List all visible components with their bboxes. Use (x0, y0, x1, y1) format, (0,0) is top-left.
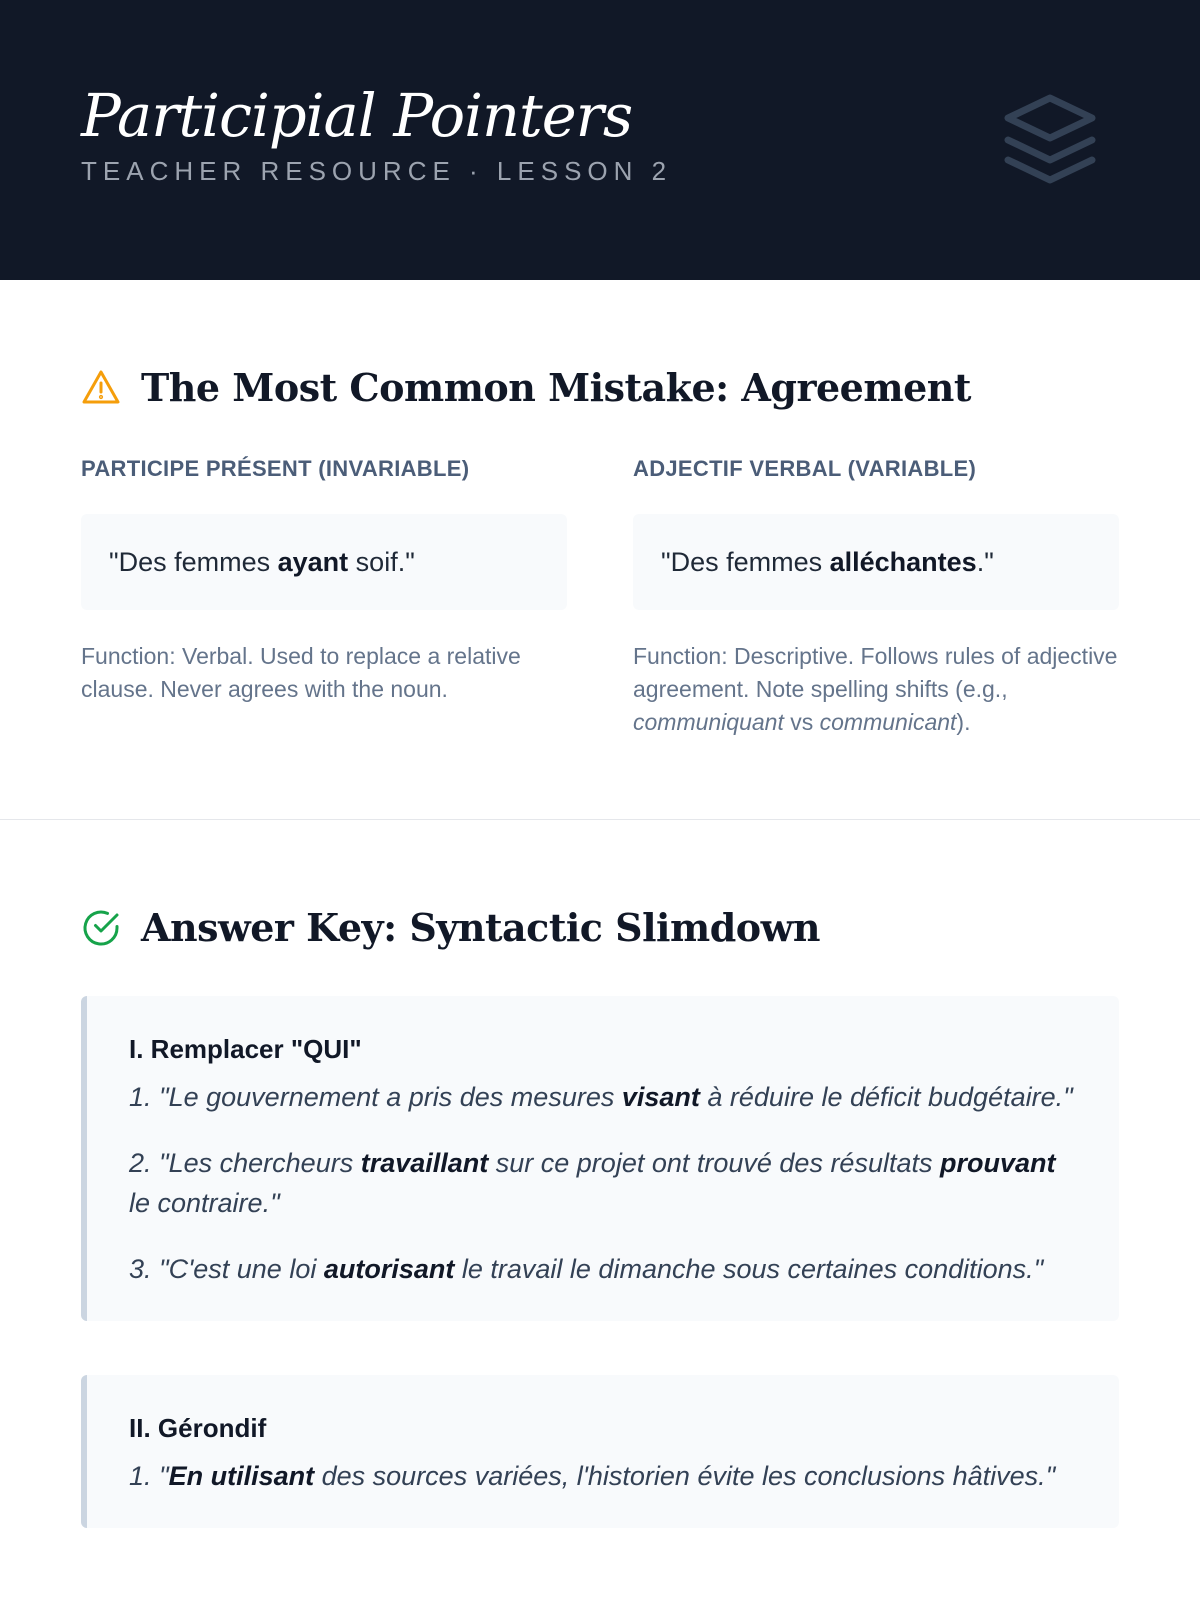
answer-highlight: visant (621, 1082, 700, 1112)
agreement-title: The Most Common Mistake: Agreement (141, 365, 971, 410)
page-title: Participial Pointers (81, 81, 633, 150)
example-box (81, 514, 567, 610)
answer-highlight: travaillant (360, 1148, 489, 1178)
answer-highlight: autorisant (323, 1254, 455, 1284)
example-text: ." (976, 547, 994, 577)
column-note (81, 640, 567, 706)
answer-key-heading (81, 904, 1119, 952)
agreement-heading (81, 364, 1119, 412)
note-term: communiquant (633, 709, 784, 735)
column-label: ADJECTIF VERBAL (VARIABLE) (633, 456, 977, 481)
example-text: "Des femmes (109, 547, 278, 577)
column-note (633, 640, 1119, 739)
answer-card-title: II. Gérondif (129, 1413, 267, 1443)
page-header (0, 0, 1200, 280)
column-participe-present (81, 456, 567, 739)
answer-key-section (0, 820, 1200, 1528)
answer-card-title: I. Remplacer "QUI" (129, 1034, 362, 1064)
answer-item: 1. "En utilisant des sources variées, l'historien évite les conclusions hâtives." (129, 1461, 1056, 1491)
column-label: PARTICIPE PRÉSENT (INVARIABLE) (81, 456, 470, 481)
example-highlight: alléchantes (829, 547, 977, 577)
example-text: soif." (348, 547, 415, 577)
example-highlight: ayant (277, 547, 349, 577)
note-text: Function: Descriptive. Follows rules of adjective agreement. Note spelling shifts (e.g., (633, 643, 1118, 702)
page-subtitle: TEACHER RESOURCE · LESSON 2 (81, 156, 673, 186)
agreement-columns (81, 456, 1119, 739)
note-term: communicant (819, 709, 957, 735)
answer-item: 1. "Le gouvernement a pris des mesures visant à réduire le déficit budgétaire." (129, 1082, 1073, 1112)
answer-highlight: prouvant (940, 1148, 1056, 1178)
layers-icon (1000, 90, 1100, 190)
answer-card-gerondif (81, 1375, 1119, 1528)
column-adjectif-verbal (633, 456, 1119, 739)
warning-triangle-icon (81, 368, 121, 408)
note-text: Function: Verbal. Used to replace a relative clause. Never agrees with the noun. (81, 643, 521, 702)
answer-item: 2. "Les chercheurs travaillant sur ce projet ont trouvé des résultats prouvant le contraire." (129, 1148, 1056, 1218)
example-box (633, 514, 1119, 610)
example-text: "Des femmes (661, 547, 830, 577)
answer-highlight: En utilisant (168, 1461, 315, 1491)
note-text: ). (956, 709, 971, 735)
answer-key-title: Answer Key: Syntactic Slimdown (141, 905, 820, 950)
answer-card-qui (81, 996, 1119, 1321)
agreement-section (0, 280, 1200, 819)
answer-item: 3. "C'est une loi autorisant le travail le dimanche sous certaines conditions." (129, 1254, 1044, 1284)
check-circle-icon (81, 908, 121, 948)
note-text: vs (783, 709, 820, 735)
